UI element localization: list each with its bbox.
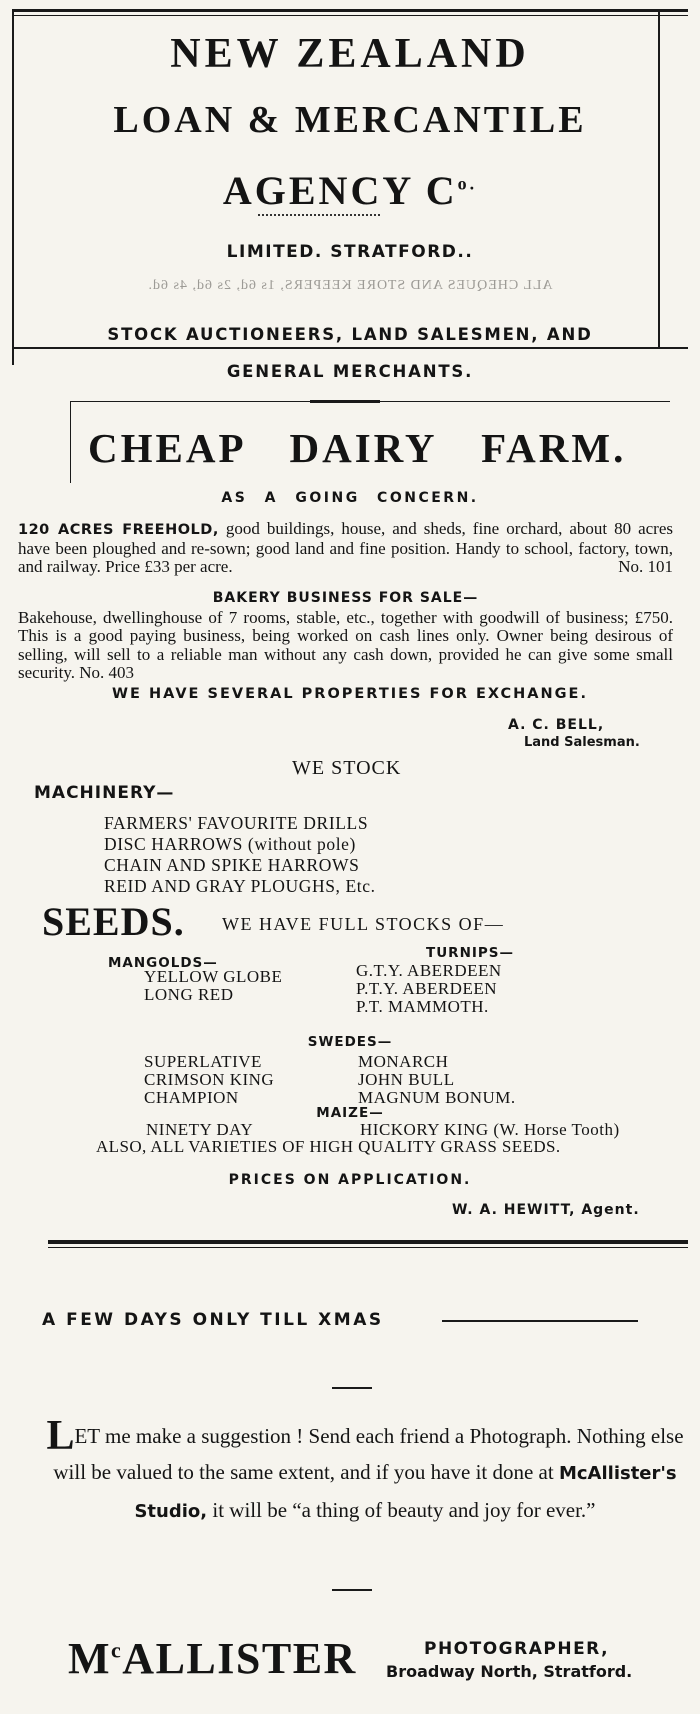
studio-role: PHOTOGRAPHER, (424, 1639, 610, 1659)
agent-bell-name: A. C. BELL, (508, 717, 605, 733)
mangolds-label: MANGOLDS— (108, 955, 218, 971)
swede-item: JOHN BULL (358, 1070, 455, 1089)
machinery-item: REID AND GRAY PLOUGHS, Etc. (104, 876, 376, 896)
maize-label: MAIZE— (316, 1105, 384, 1121)
farm-listing-403 (18, 589, 673, 683)
agent-bell-title: Land Salesman. (524, 735, 640, 750)
studio-text-part2: it will be “a thing of beauty and joy for ever.” (207, 1498, 596, 1522)
swede-item: SUPERLATIVE (144, 1052, 262, 1071)
studio-paragraph (40, 1413, 690, 1530)
company-name-sup: o. (457, 173, 478, 194)
mcallister-logo (68, 1633, 357, 1684)
company-name-line3 (0, 167, 700, 214)
machinery-item: CHAIN AND SPIKE HARROWS (104, 855, 360, 875)
logo-rest: ALLISTER (122, 1634, 357, 1683)
company-name-line1: NEW ZEALAND (170, 31, 530, 77)
turnips-label: TURNIPS— (426, 945, 515, 961)
listing-101-lead: 120 ACRES FREEHOLD, (18, 522, 219, 538)
prices-line: PRICES ON APPLICATION. (228, 1172, 472, 1188)
turnips-list (356, 962, 502, 1016)
exchange-notice: WE HAVE SEVERAL PROPERTIES FOR EXCHANGE. (112, 686, 588, 702)
farm-box-top-bold (310, 400, 380, 403)
mangolds-list (144, 968, 282, 1004)
top-rule (12, 9, 688, 12)
swedes-label: SWEDES— (307, 1034, 393, 1050)
maize-right: HICKORY KING (W. Horse Tooth) (360, 1120, 620, 1139)
faded-ghost-text: ALL CHEQUES AND STORE KEEPERS, 1s 6d, 2s 6d, 4s 6d. (147, 278, 553, 293)
studio-dash (332, 1589, 372, 1591)
company-name-agency: AGENCY C (222, 168, 458, 213)
swede-item: MAGNUM BONUM. (358, 1088, 516, 1107)
decorative-ornament (258, 214, 380, 220)
farm-listing-101 (18, 520, 673, 577)
farm-subhead: AS A GOING CONCERN. (221, 490, 479, 506)
company-location: LIMITED. STRATFORD.. (226, 242, 474, 262)
farm-headline: CHEAP DAIRY FARM. (88, 425, 627, 471)
swede-item: CHAMPION (144, 1088, 239, 1107)
listing-403-lead: BAKERY BUSINESS FOR SALE— (212, 590, 479, 606)
mangold-item: YELLOW GLOBE (144, 967, 283, 986)
top-rule-thin (12, 15, 688, 16)
listing-403-text: Bakehouse, dwellinghouse of 7 rooms, stable, etc., together with goodwill of business; £750. This is a good paying business, being worked on cash lines only. Owner being desirous of selling, will sell to a reliable man without any cash down, provided he can give some small security. No. 403 (18, 607, 673, 682)
listing-101-text: good buildings, house, and sheds, fine orchard, about 80 acres have been ploughed and re-sown; good land and fine position. Handy to school, factory, town, and railway. Price £33 per acre. (18, 519, 674, 576)
grass-seeds-line: ALSO, ALL VARIETIES OF HIGH QUALITY GRASS SEEDS. (96, 1137, 561, 1156)
seeds-intro: WE HAVE FULL STOCKS OF— (222, 914, 505, 934)
studio-dropcap: L (46, 1413, 75, 1459)
machinery-label: MACHINERY— (34, 783, 175, 803)
xmas-banner: A FEW DAYS ONLY TILL XMAS (42, 1310, 384, 1330)
stock-heading: WE STOCK (292, 757, 402, 779)
xmas-dash (332, 1387, 372, 1389)
swedes-left-list (144, 1053, 274, 1107)
company-name-line2: LOAN & MERCANTILE (113, 99, 587, 141)
logo-sup: c (111, 1637, 123, 1663)
machinery-item: FARMERS' FAVOURITE DRILLS (104, 813, 369, 833)
section-divider-thick (48, 1240, 688, 1244)
xmas-banner-line (442, 1320, 638, 1322)
studio-text-part1: ET me make a suggestion ! Send each friend a Photograph. Nothing else will be valued to the same extent, and if you have it done at (53, 1424, 684, 1484)
swede-item: CRIMSON KING (144, 1070, 275, 1089)
business-underline (12, 347, 688, 349)
mangold-item: LONG RED (144, 985, 234, 1004)
agent-hewitt: W. A. HEWITT, Agent. (452, 1202, 640, 1218)
business-line2: GENERAL MERCHANTS. (226, 362, 474, 381)
listing-101-number: No. 101 (618, 557, 673, 576)
business-line1: STOCK AUCTIONEERS, LAND SALESMEN, AND (107, 325, 593, 344)
swede-item: MONARCH (358, 1052, 449, 1071)
turnip-item: P.T. MAMMOTH. (356, 997, 489, 1016)
maize-left: NINETY DAY (146, 1120, 254, 1139)
turnip-item: G.T.Y. ABERDEEN (356, 961, 502, 980)
swedes-right-list (358, 1053, 516, 1107)
machinery-list (104, 813, 376, 897)
studio-address: Broadway North, Stratford. (386, 1662, 633, 1681)
studio-name: McAllister's Studio, (134, 1463, 677, 1522)
turnip-item: P.T.Y. ABERDEEN (356, 979, 498, 998)
seeds-label: SEEDS. (42, 899, 185, 944)
machinery-item: DISC HARROWS (without pole) (104, 834, 356, 854)
farm-box-left (70, 401, 71, 483)
section-divider-thin (48, 1247, 688, 1248)
logo-prefix: M (68, 1634, 112, 1683)
